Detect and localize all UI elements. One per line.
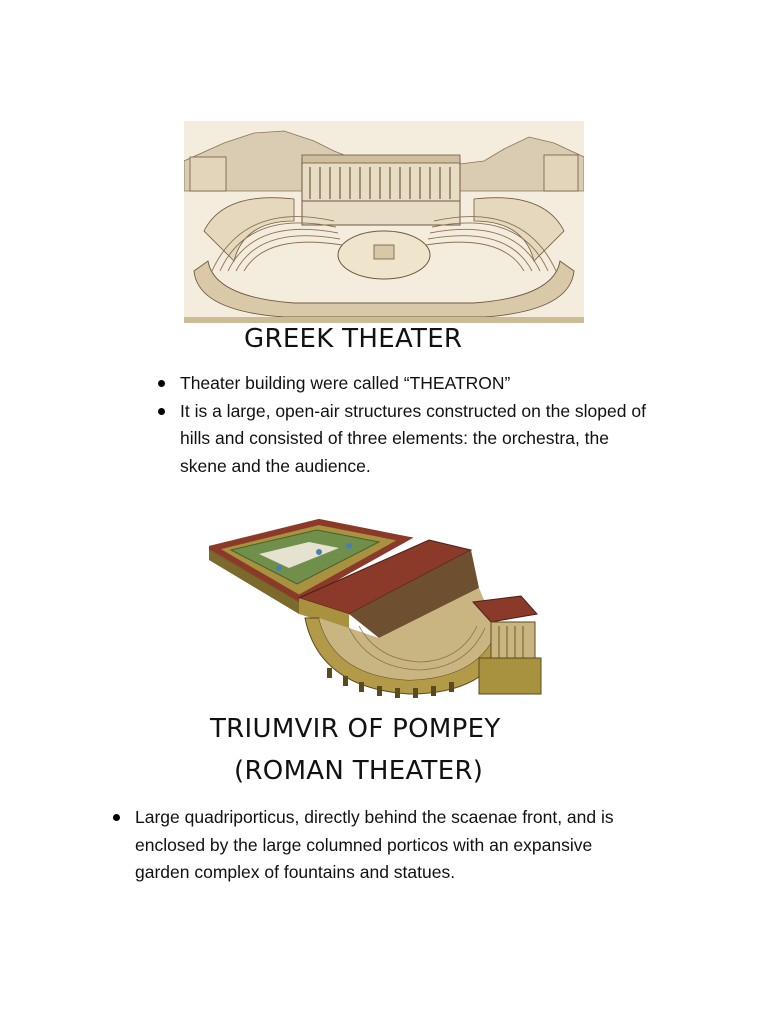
bullet-text-line: Theater building were called “THEATRON” bbox=[180, 373, 511, 393]
bullet-icon bbox=[113, 814, 120, 821]
greek-theater-image bbox=[184, 121, 584, 323]
list-item bbox=[180, 398, 690, 481]
bullet-icon bbox=[158, 408, 165, 415]
greek-bullet-list bbox=[180, 370, 690, 480]
list-item bbox=[135, 804, 655, 887]
roman-theater-image bbox=[209, 518, 559, 706]
roman-bullet-list bbox=[135, 804, 655, 887]
bullet-text-line: Large quadriporticus, directly behind the scaenae front, and is bbox=[135, 807, 614, 827]
bullet-text-line: It is a large, open-air structures constructed on the sloped of bbox=[180, 400, 646, 421]
list-item bbox=[180, 370, 690, 398]
greek-theater-heading: GREEK THEATER bbox=[244, 324, 463, 354]
bullet-text-line: garden complex of fountains and statues. bbox=[135, 862, 456, 882]
roman-theater-heading-line1: TRIUMVIR OF POMPEY bbox=[210, 714, 501, 744]
bullet-text-line: skene and the audience. bbox=[180, 455, 371, 476]
bullet-text-line: hills and consisted of three elements: the orchestra, the bbox=[180, 428, 609, 448]
roman-theater-heading-line2: (ROMAN THEATER) bbox=[234, 756, 484, 786]
bullet-icon bbox=[158, 380, 165, 387]
bullet-text-line: enclosed by the large columned porticos with an expansive bbox=[135, 834, 593, 855]
